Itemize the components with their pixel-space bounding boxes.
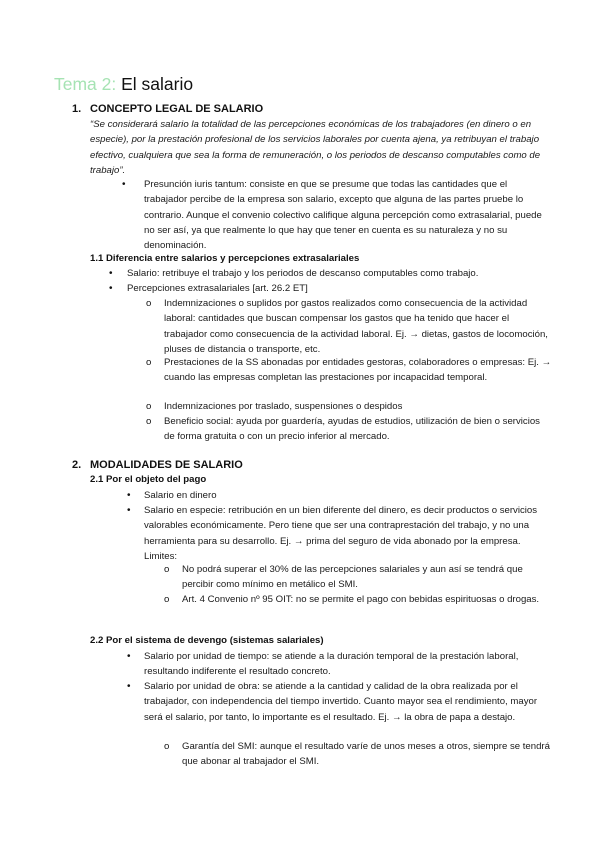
indemnizaciones-traslado: Indemnizaciones por traslado, suspensiones o despidos xyxy=(164,401,403,412)
bullet-marker: • xyxy=(127,651,131,662)
bullet-marker: • xyxy=(109,283,113,294)
page-title xyxy=(54,73,193,95)
salario-en-especie: Salario en especie: retribución en un bien diferente del dinero, es decir productos o servicios valorables económicamente. Pero tiene que ser una contraprestación del trabajo, y no una herramienta para su desarrollo. Ej. → prima del seguro de vida abonado por la empresa. Limites: xyxy=(144,505,538,562)
section-2-heading xyxy=(72,458,243,473)
subsection-1-1-heading: 1.1 Diferencia entre salarios y percepciones extrasalariales xyxy=(90,253,360,264)
convenio-oit: Art. 4 Convenio nº 95 OIT: no se permite el pago con bebidas espirituosas o drogas. xyxy=(182,594,540,605)
circle-marker: o xyxy=(164,564,170,575)
beneficio-social: Beneficio social: ayuda por guardería, ayudas de estudios, utilización de bien o servicios de forma gratuita o con un precio inferior al mercado. xyxy=(164,416,540,443)
percepciones-extrasalariales: Percepciones extrasalariales [art. 26.2 ET] xyxy=(127,283,308,294)
circle-marker: o xyxy=(146,357,152,368)
circle-marker: o xyxy=(146,401,152,412)
presuncion-paragraph: Presunción iuris tantum: consiste en que se presume que todas las cantidades que el trabajador percibe de la empresa son salario, excepto que alguna de las partes pruebe lo contrario. Aunque el convenio colectivo califique alguna percepción como extrasalarial, puede no ser así, ya que realmente lo que hay que tener en cuenta es su naturaleza y no su denominación. xyxy=(144,179,542,252)
legal-definition-quote: “Se considerará salario la totalidad de las percepciones económicas de los trabajadores (en dinero o en especie), por la prestación profesional de los servicios laborales por cuenta ajena, ya retribuyan el trabajo efectivo, cualquiera que sea la forma de remuneración, o los periodos de descanso computables como de trabajo”. xyxy=(90,119,541,176)
bullet-marker: • xyxy=(127,505,131,516)
indemnizaciones-suplidos: Indemnizaciones o suplidos por gastos realizados como consecuencia de la actividad laboral: cantidades que buscan compensar los gastos que ha tenido que hacer el trabajador como consecuencia de la actividad laboral. Ej. → dietas, gastos de locomoción, pluses de distancia o transporte, etc. xyxy=(164,298,548,355)
section-2-number: 2. xyxy=(72,459,82,471)
bullet-marker: • xyxy=(127,490,131,501)
subsection-2-2-heading: 2.2 Por el sistema de devengo (sistemas salariales) xyxy=(90,635,324,646)
circle-marker: o xyxy=(164,594,170,605)
bullet-marker: • xyxy=(109,268,113,279)
garantia-smi: Garantía del SMI: aunque el resultado varíe de unos meses a otros, siempre se tendrá que abonar al trabajador el SMI. xyxy=(182,741,550,768)
section-1-title: CONCEPTO LEGAL DE SALARIO xyxy=(90,103,264,115)
salario-por-obra: Salario por unidad de obra: se atiende a la cantidad y calidad de la obra realizada por el trabajador, con independencia del tiempo invertido. Cuanto mayor sea el rendimiento, mayor será el salario, por tanto, lo importante es el resultado. Ej. → la obra de papa a destajo. xyxy=(144,681,538,723)
salario-por-tiempo: Salario por unidad de tiempo: se atiende a la duración temporal de la prestación laboral, resultando indiferente el resultado concreto. xyxy=(144,651,519,678)
bullet-marker: • xyxy=(127,681,131,692)
salario-definition: Salario: retribuye el trabajo y los periodos de descanso computables como trabajo. xyxy=(127,268,479,279)
prestaciones-ss: Prestaciones de la SS abonadas por entidades gestoras, colaboradores o empresas: Ej. → cuando las empresas completan las prestaciones por incapacidad temporal. xyxy=(164,357,552,384)
section-1-heading xyxy=(72,102,263,117)
bullet-marker: • xyxy=(122,179,126,190)
circle-marker: o xyxy=(146,416,152,427)
limite-30-por-ciento: No podrá superar el 30% de las percepciones salariales y aun así se tendrá que percibir como mínimo en metálico el SMI. xyxy=(182,564,523,591)
circle-marker: o xyxy=(164,741,170,752)
circle-marker: o xyxy=(146,298,152,309)
salario-en-dinero: Salario en dinero xyxy=(144,490,217,501)
section-1-number: 1. xyxy=(72,103,82,115)
title-main: El salario xyxy=(121,74,194,94)
subsection-2-1-heading: 2.1 Por el objeto del pago xyxy=(90,474,207,485)
section-2-title: MODALIDADES DE SALARIO xyxy=(90,459,243,471)
title-tag: Tema 2: xyxy=(54,74,117,94)
